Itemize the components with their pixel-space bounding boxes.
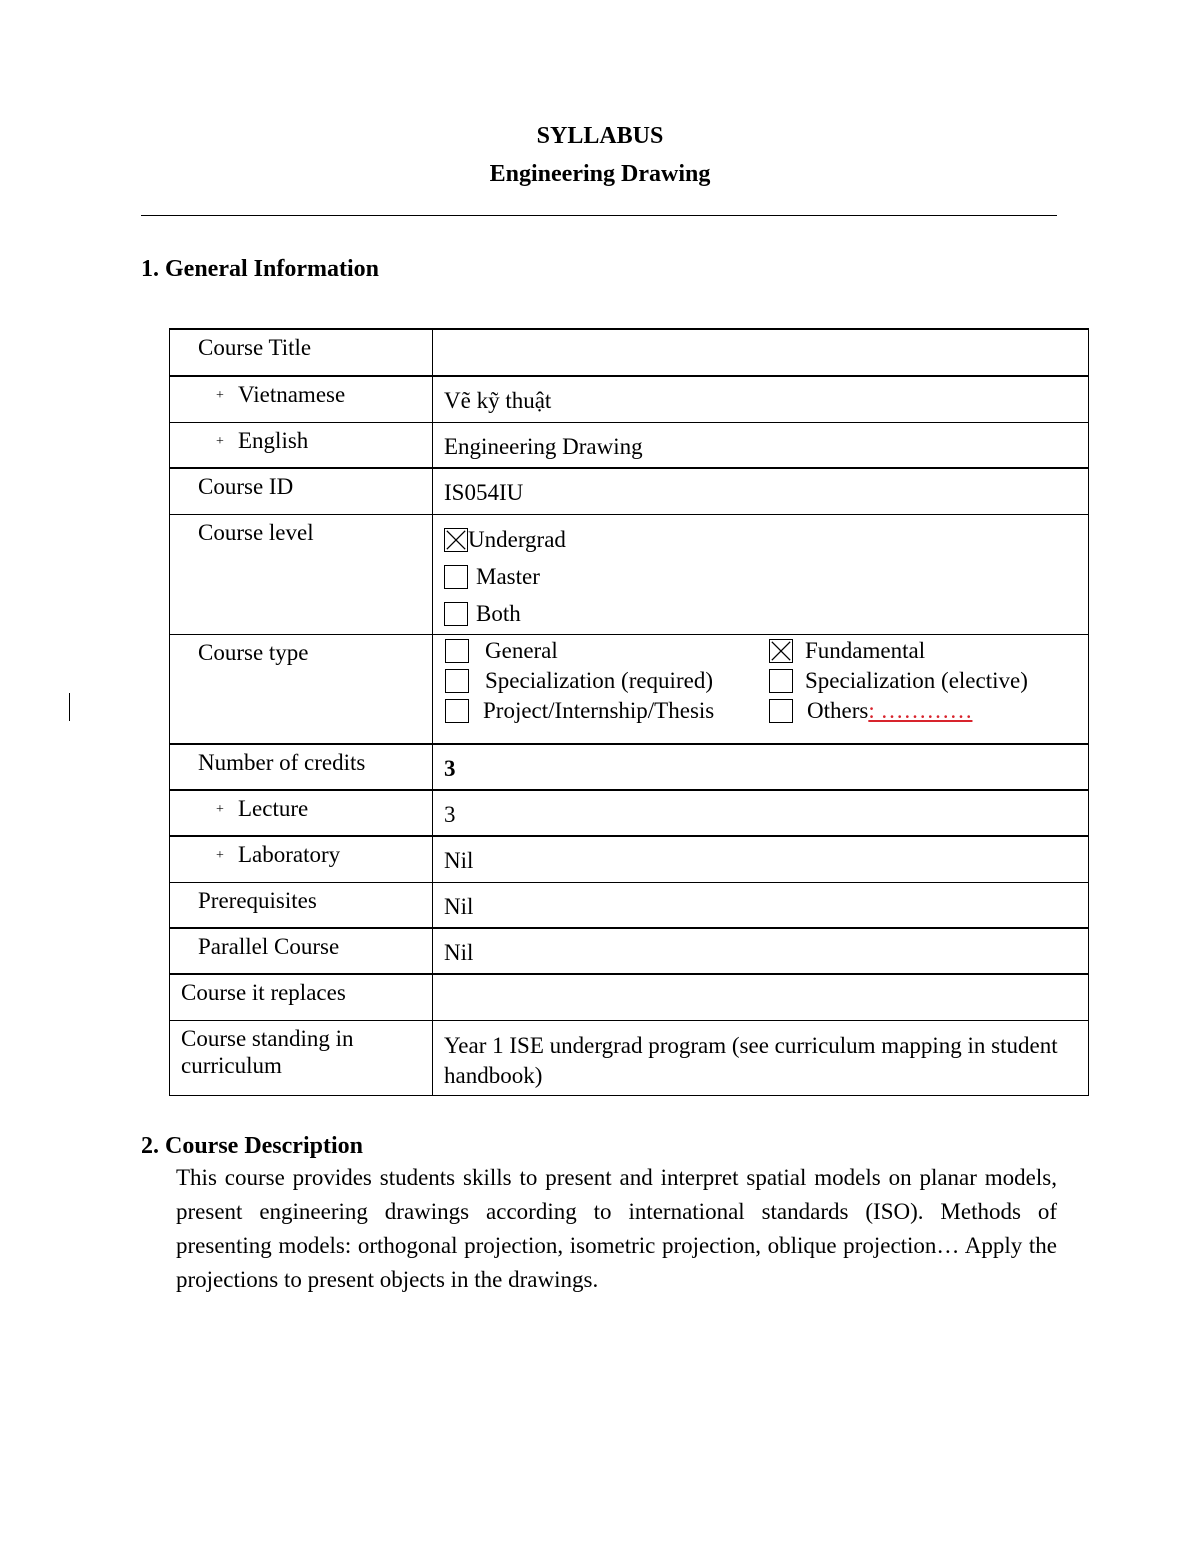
checkbox-icon[interactable] <box>445 669 469 693</box>
prerequisites-label: Prerequisites <box>170 882 433 928</box>
table-row <box>170 329 1089 376</box>
course-replaces-label: Course it replaces <box>170 974 433 1020</box>
course-level-option-both[interactable] <box>444 595 1088 632</box>
table-row <box>170 514 1089 634</box>
table-row <box>170 376 1089 422</box>
course-standing-label: Course standing in curriculum <box>170 1020 433 1095</box>
document-title: SYLLABUS <box>536 123 664 149</box>
checkbox-icon[interactable] <box>769 669 793 693</box>
course-type-option-specialization-required[interactable] <box>445 666 713 696</box>
checkbox-icon[interactable] <box>444 565 468 589</box>
option-label: Fundamental <box>805 637 926 663</box>
course-id-label: Course ID <box>170 468 433 514</box>
english-value: Engineering Drawing <box>433 422 1089 468</box>
course-id-value: IS054IU <box>433 468 1089 514</box>
option-label: Others <box>807 697 869 723</box>
english-label-cell <box>170 422 433 468</box>
course-standing-value: Year 1 ISE undergrad program (see curriculum mapping in student handbook) <box>433 1020 1089 1095</box>
checked-checkbox-icon[interactable] <box>444 528 468 552</box>
option-label: Project/Internship/Thesis <box>483 697 715 723</box>
checkbox-icon[interactable] <box>444 602 468 626</box>
option-label: Both <box>476 600 521 626</box>
table-row <box>170 634 1089 744</box>
lecture-value: 3 <box>433 790 1089 836</box>
course-type-option-project-internship-thesis[interactable] <box>445 696 714 726</box>
section-heading-course-description: 2. Course Description <box>141 1133 363 1159</box>
option-label: Undergrad <box>468 526 566 552</box>
vietnamese-label-cell <box>170 376 433 422</box>
bullet-icon: + <box>216 388 224 403</box>
prerequisites-value: Nil <box>433 882 1089 928</box>
course-title-label: Course Title <box>170 329 433 376</box>
option-label: Specialization (required) <box>485 667 713 693</box>
course-replaces-value <box>433 974 1089 1020</box>
bullet-icon: + <box>216 848 224 863</box>
credits-label: Number of credits <box>170 744 433 790</box>
vietnamese-value: Vẽ kỹ thuật <box>433 376 1089 422</box>
table-row <box>170 468 1089 514</box>
course-type-label: Course type <box>170 634 433 744</box>
course-level-option-master[interactable] <box>444 558 1088 595</box>
header-divider <box>141 215 1057 216</box>
vietnamese-label: Vietnamese <box>238 382 346 407</box>
english-label: English <box>238 427 309 453</box>
course-level-options <box>433 514 1089 634</box>
course-description-text: This course provides students skills to present and interpret spatial models on planar models, present engineering drawings according to international standards (ISO). Methods of presenting models: orthogonal projection, isometric projection, oblique projection… Apply the projections to present objects in the drawings. <box>176 1165 1057 1292</box>
option-label: Master <box>476 563 540 589</box>
table-row <box>170 790 1089 836</box>
checked-checkbox-icon[interactable] <box>769 639 793 663</box>
checkbox-icon[interactable] <box>445 639 469 663</box>
option-label: Specialization (elective) <box>805 667 1028 693</box>
course-type-option-fundamental[interactable] <box>769 636 925 666</box>
option-label: General <box>485 637 558 663</box>
course-type-option-specialization-elective[interactable] <box>769 666 1028 696</box>
course-level-label: Course level <box>170 514 433 634</box>
course-level-option-undergrad[interactable] <box>444 521 1088 558</box>
course-title-value <box>433 329 1089 376</box>
table-row <box>170 836 1089 882</box>
bullet-icon: + <box>216 433 224 449</box>
course-type-option-general[interactable] <box>445 636 558 666</box>
document-subtitle: Engineering Drawing <box>489 161 711 187</box>
parallel-course-label: Parallel Course <box>170 928 433 974</box>
lecture-label: Lecture <box>238 796 309 821</box>
table-row <box>170 1020 1089 1095</box>
bullet-icon: + <box>216 802 224 817</box>
lecture-label-cell <box>170 790 433 836</box>
table-row <box>170 744 1089 790</box>
others-fill-in[interactable]: : ………… <box>868 697 973 723</box>
credits-value: 3 <box>433 744 1089 790</box>
general-information-table <box>169 328 1089 1096</box>
table-row <box>170 882 1089 928</box>
parallel-course-value: Nil <box>433 928 1089 974</box>
laboratory-value: Nil <box>433 836 1089 882</box>
table-row <box>170 974 1089 1020</box>
laboratory-label: Laboratory <box>238 842 341 867</box>
laboratory-label-cell <box>170 836 433 882</box>
checkbox-icon[interactable] <box>769 699 793 723</box>
checkbox-icon[interactable] <box>445 699 469 723</box>
table-row <box>170 928 1089 974</box>
table-row <box>170 422 1089 468</box>
course-type-option-others[interactable] <box>769 696 972 726</box>
section-heading-general-information: 1. General Information <box>141 256 379 282</box>
course-type-options <box>433 634 1089 744</box>
text-cursor <box>69 693 70 721</box>
